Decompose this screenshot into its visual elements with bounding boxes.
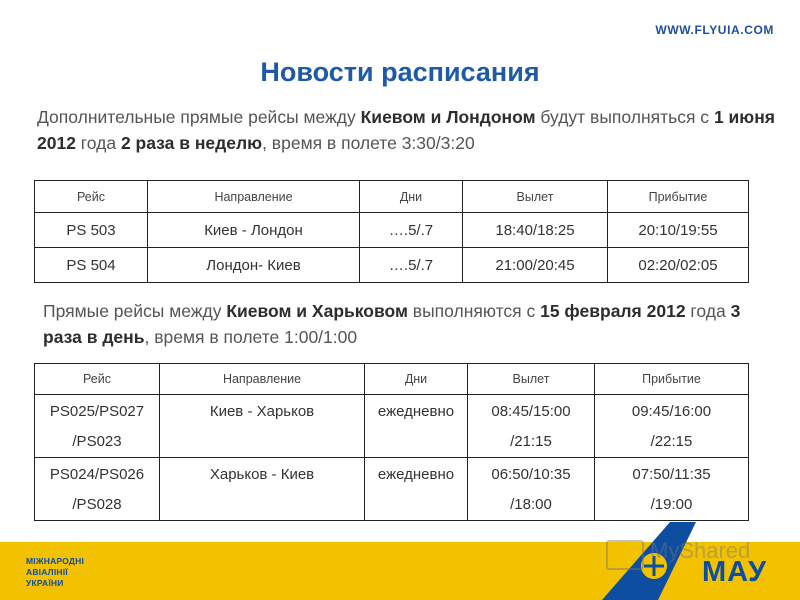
cell-line: 09:45/16:00 — [631, 403, 712, 420]
table-cell — [35, 458, 160, 521]
cell-line: /21:15 — [510, 433, 552, 450]
announcement-text: выполняются с — [407, 301, 541, 321]
table-cell: PS 503 — [35, 213, 148, 248]
cell-line: /18:00 — [510, 496, 552, 513]
cell-line: 08:45/15:00 — [491, 403, 571, 420]
kiev-london-schedule-table — [34, 180, 749, 283]
column-header: Дни — [365, 364, 468, 395]
column-header: Прибытие — [608, 181, 749, 213]
announcement-text: будут выполняться с — [535, 107, 714, 127]
table-row — [35, 213, 749, 248]
brand-logo-text: МАУ — [702, 556, 768, 588]
table-cell: PS 504 — [35, 248, 148, 283]
cell-line: PS025/PS027 — [49, 403, 145, 420]
table-cell: ….5/.7 — [360, 248, 463, 283]
site-url[interactable]: WWW.FLYUIA.COM — [655, 23, 774, 37]
watermark-icon — [606, 540, 644, 570]
table-cell — [595, 395, 749, 458]
table-cell — [160, 395, 365, 458]
table-row — [35, 395, 749, 458]
table-cell — [468, 458, 595, 521]
table-cell — [595, 458, 749, 521]
page-title: Новости расписания — [260, 57, 540, 87]
table-header-row — [35, 181, 749, 213]
kiev-london-announcement — [37, 104, 777, 156]
table-row — [35, 248, 749, 283]
announcement-highlight: 1 июня 2012 — [37, 107, 776, 153]
logo-line: УКРАЇНИ — [26, 578, 64, 588]
column-header: Рейс — [35, 181, 148, 213]
ukraine-international-logo — [26, 556, 84, 589]
table-cell: ….5/.7 — [360, 213, 463, 248]
column-header: Вылет — [468, 364, 595, 395]
table-cell: Лондон- Киев — [148, 248, 360, 283]
table-cell — [365, 395, 468, 458]
column-header: Направление — [148, 181, 360, 213]
column-header: Направление — [160, 364, 365, 395]
column-header: Дни — [360, 181, 463, 213]
cell-line: /22:15 — [650, 433, 693, 450]
announcement-highlight: Киевом и Лондоном — [360, 107, 536, 127]
cell-line: ежедневно — [377, 403, 455, 420]
cell-line: ежедневно — [377, 466, 455, 483]
table-cell: 21:00/20:45 — [463, 248, 608, 283]
table-cell: 18:40/18:25 — [463, 213, 608, 248]
announcement-text: года — [75, 133, 121, 153]
cell-line: Киев - Харьков — [209, 403, 315, 420]
table-header-row — [35, 364, 749, 395]
table-cell — [468, 395, 595, 458]
table-cell: Киев - Лондон — [148, 213, 360, 248]
announcement-text: , время в полете 1:00/1:00 — [144, 327, 358, 347]
announcement-highlight: 3 раза в день — [43, 301, 741, 347]
watermark-text: MyShared — [650, 538, 751, 563]
table-cell — [365, 458, 468, 521]
column-header: Прибытие — [595, 364, 749, 395]
cell-line: /PS023 — [72, 433, 122, 450]
announcement-text: Дополнительные прямые рейсы между — [37, 107, 361, 127]
column-header: Рейс — [35, 364, 160, 395]
kiev-kharkiv-announcement — [43, 298, 783, 350]
cell-line: /19:00 — [650, 496, 693, 513]
table-cell: 02:20/02:05 — [608, 248, 749, 283]
announcement-highlight: 15 февраля 2012 — [540, 301, 686, 321]
announcement-highlight: 2 раза в неделю — [120, 133, 263, 153]
announcement-highlight: Киевом и Харьковом — [226, 301, 408, 321]
table-cell — [35, 395, 160, 458]
cell-line: /PS028 — [72, 496, 122, 513]
announcement-text: года — [685, 301, 731, 321]
announcement-text: Прямые рейсы между — [43, 301, 227, 321]
logo-line: АВІАЛІНІЇ — [26, 567, 68, 577]
table-row — [35, 458, 749, 521]
cell-line: 06:50/10:35 — [491, 466, 571, 483]
table-cell: 20:10/19:55 — [608, 213, 749, 248]
cell-line: Харьков - Киев — [209, 466, 315, 483]
column-header: Вылет — [463, 181, 608, 213]
table-cell — [160, 458, 365, 521]
logo-line: МІЖНАРОДНІ — [26, 556, 85, 566]
cell-line: 07:50/11:35 — [632, 466, 711, 483]
announcement-text: , время в полете 3:30/3:20 — [262, 133, 475, 153]
cell-line: PS024/PS026 — [49, 466, 145, 483]
kiev-kharkiv-schedule-table — [34, 363, 749, 521]
